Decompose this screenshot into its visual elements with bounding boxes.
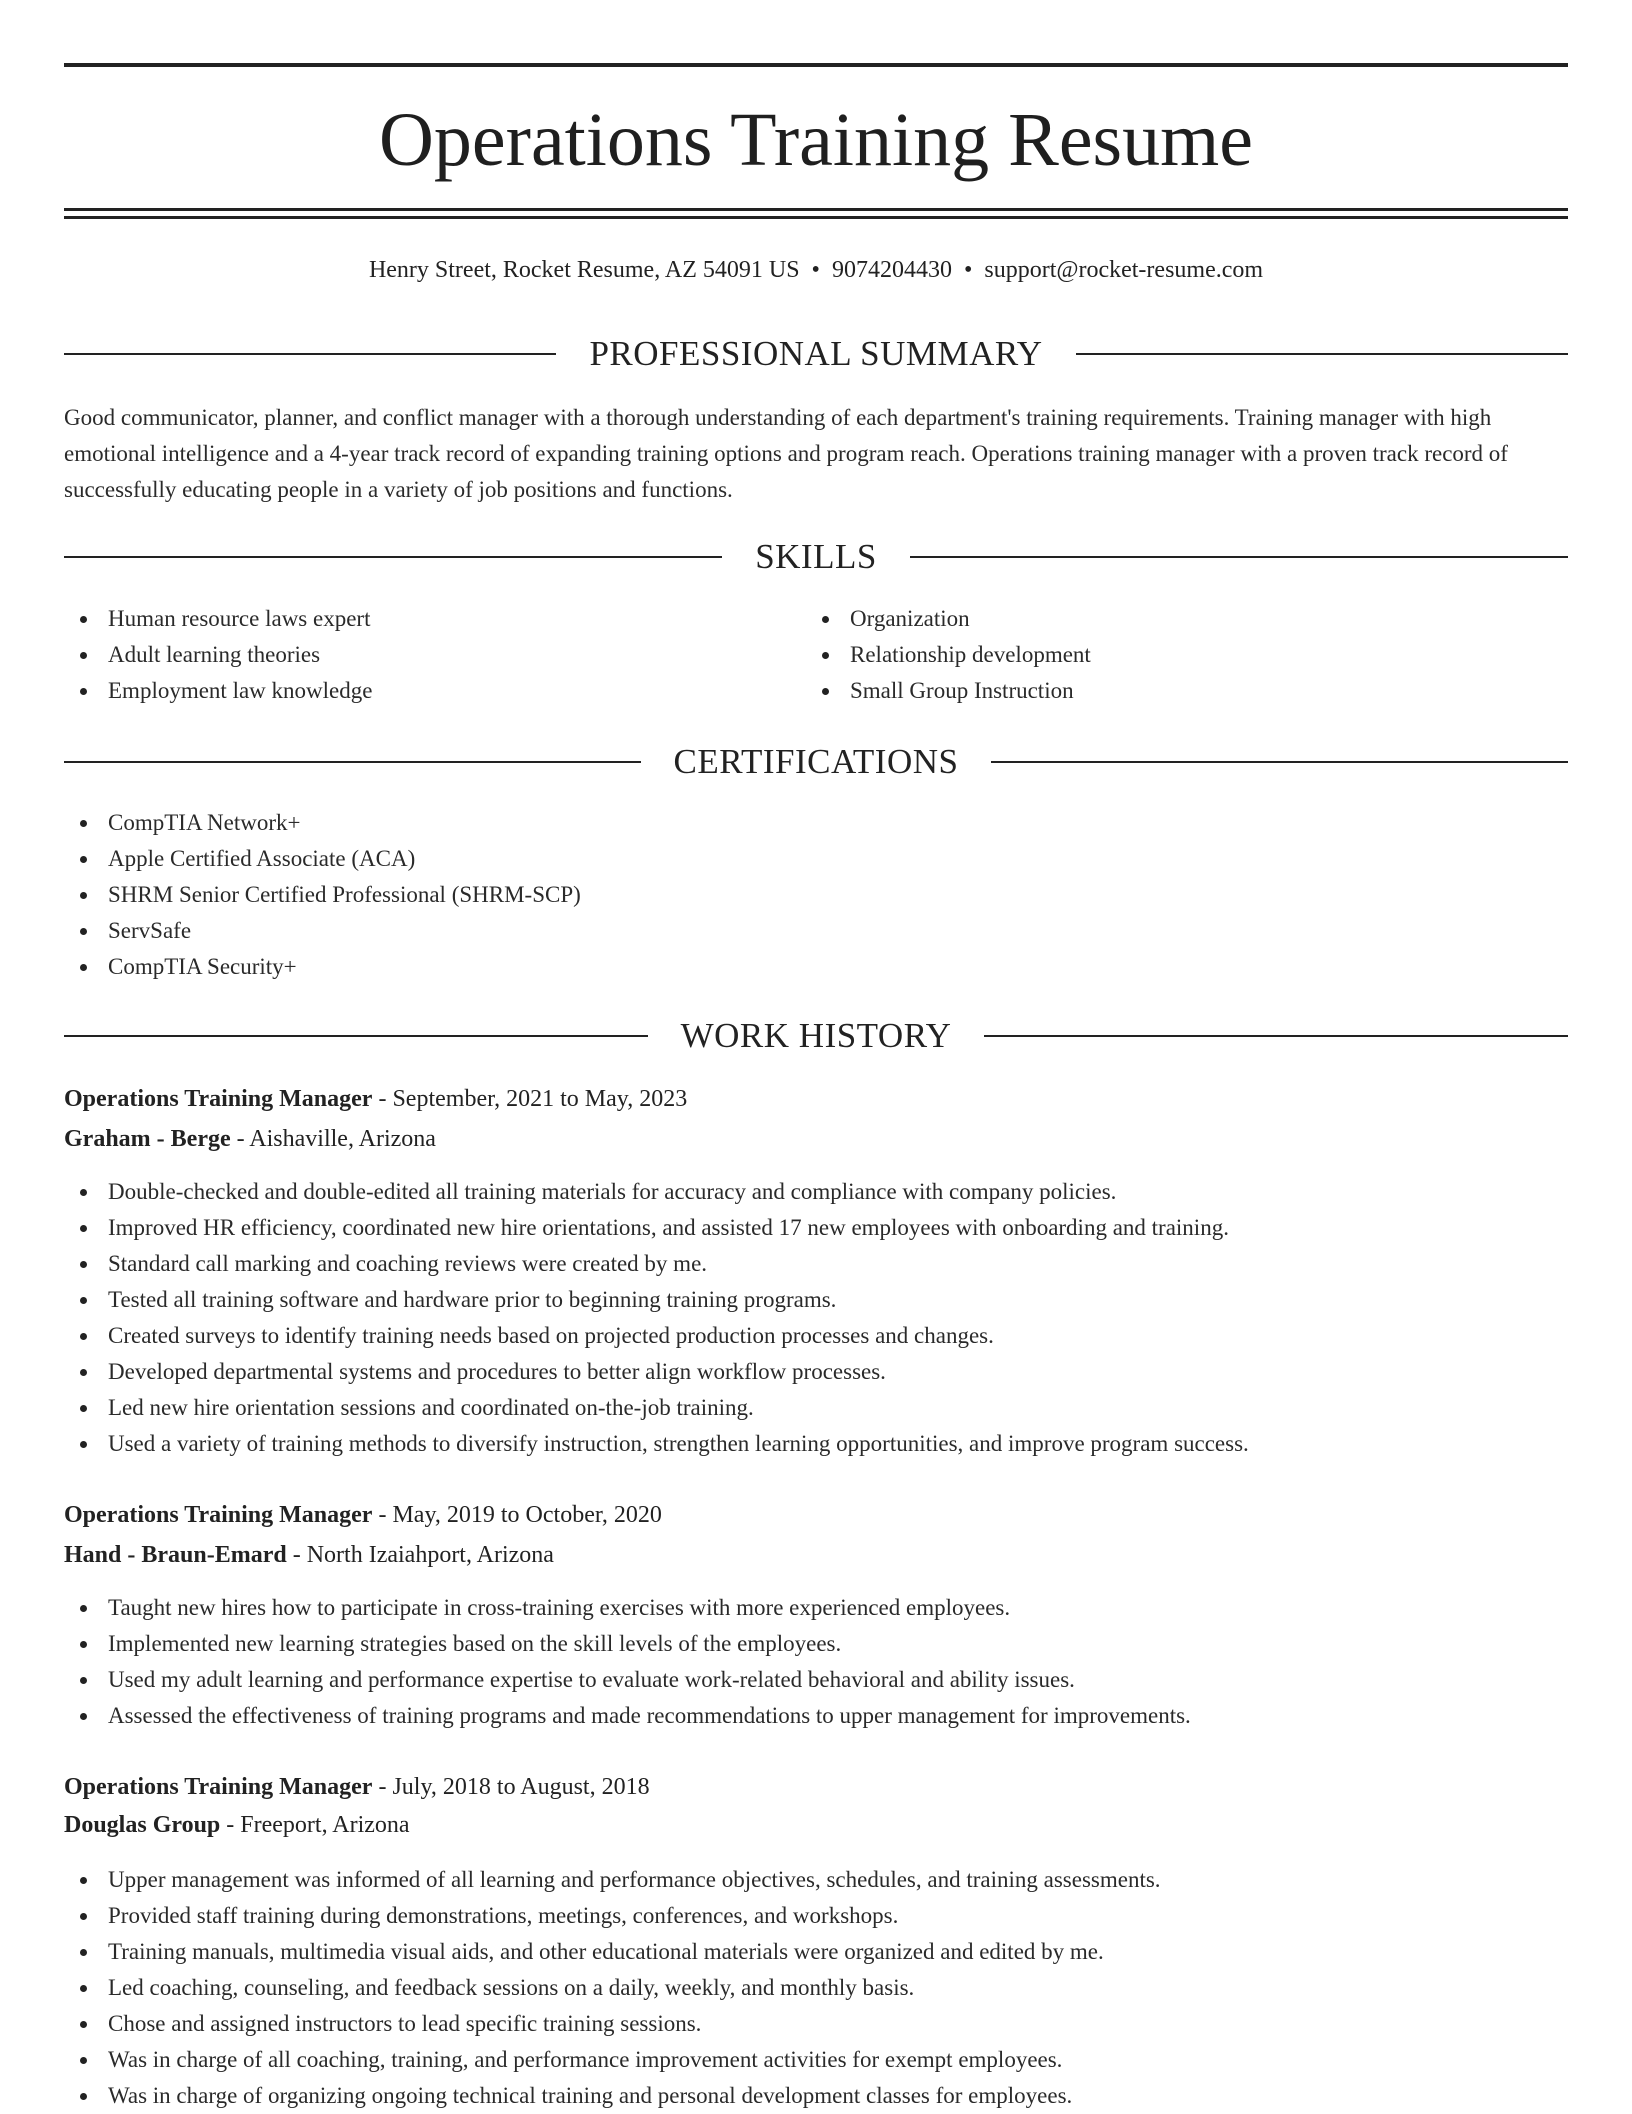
contact-separator: •: [963, 257, 973, 283]
section-title: CERTIFICATIONS: [673, 742, 959, 781]
job-bullet: Double-checked and double-edited all training materials for accuracy and compliance with company policies.: [64, 1174, 1249, 1210]
heading-rule: [1076, 353, 1568, 355]
contact-email: support@rocket-resume.com: [984, 257, 1264, 283]
skill-item: Small Group Instruction: [806, 673, 1091, 709]
job-bullet: Assessed the effectiveness of training programs and made recommendations to upper management for improvements.: [64, 1698, 1191, 1734]
job-location: Freeport, Arizona: [240, 1812, 410, 1838]
heading-rule: [64, 761, 641, 763]
heading-rule: [984, 1035, 1568, 1037]
job-bullet: Created surveys to identify training needs based on projected production processes and changes.: [64, 1318, 1249, 1354]
skills-list-right: [806, 601, 1091, 709]
job-bullet: Implemented new learning strategies based on the skill levels of the employees.: [64, 1626, 1191, 1662]
job-bullets: [64, 1174, 1249, 1462]
job-location: Aishaville, Arizona: [249, 1126, 436, 1152]
job-bullet: Taught new hires how to participate in cross-training exercises with more experienced employees.: [64, 1590, 1191, 1626]
job-company: Hand - Braun-Emard: [64, 1542, 287, 1568]
job-location: North Izaiahport, Arizona: [306, 1542, 554, 1568]
job-title: Operations Training Manager: [64, 1502, 373, 1528]
section-heading-summary: [64, 332, 1568, 376]
dash: -: [372, 1502, 393, 1528]
job-bullets: [64, 1862, 1161, 2114]
heading-rule: [910, 556, 1568, 558]
job-bullets: [64, 1590, 1191, 1734]
heading-rule: [991, 761, 1568, 763]
job-bullet: Provided staff training during demonstrations, meetings, conferences, and workshops.: [64, 1898, 1161, 1934]
job-company-line: [64, 1807, 410, 1843]
job-title: Operations Training Manager: [64, 1086, 373, 1112]
job-bullet: Tested all training software and hardware prior to beginning training programs.: [64, 1282, 1249, 1318]
skill-item: Employment law knowledge: [64, 673, 372, 709]
job-company-line: [64, 1121, 436, 1157]
job-bullet: Used a variety of training methods to diversify instruction, strengthen learning opportunities, and improve program success.: [64, 1426, 1249, 1462]
job-bullet: Developed departmental systems and procedures to better align workflow processes.: [64, 1354, 1249, 1390]
contact-separator: •: [811, 257, 820, 283]
job-dates: July, 2018 to August, 2018: [392, 1774, 650, 1800]
skill-item: Human resource laws expert: [64, 601, 372, 637]
certification-item: Apple Certified Associate (ACA): [64, 841, 581, 877]
summary-text: Good communicator, planner, and conflict manager with a thorough understanding of each department's training requirements. Training manager with high emotional intelligence and a 4-year track record of expanding training options and program reach. Operations training manager with a proven track record of successfully educating people in a variety of job positions and functions.: [64, 405, 1508, 502]
job-bullet: Upper management was informed of all learning and performance objectives, schedules, and training assessments.: [64, 1862, 1161, 1898]
skill-item: Organization: [806, 601, 1091, 637]
certifications-list: [64, 805, 581, 985]
job-dates: September, 2021 to May, 2023: [392, 1086, 688, 1112]
job-company-line: [64, 1537, 554, 1573]
section-title: WORK HISTORY: [680, 1016, 952, 1055]
job-title-line: [64, 1769, 650, 1805]
dash: -: [220, 1812, 241, 1838]
section-title: SKILLS: [755, 537, 877, 576]
section-heading-work-history: [64, 1014, 1568, 1058]
heading-rule: [64, 1035, 648, 1037]
job-title-line: [64, 1497, 662, 1533]
dash: -: [230, 1126, 250, 1152]
certification-item: CompTIA Security+: [64, 949, 581, 985]
dash: -: [372, 1774, 393, 1800]
heading-rule: [64, 353, 556, 355]
certification-item: CompTIA Network+: [64, 805, 581, 841]
section-heading-skills: [64, 535, 1568, 579]
job-bullet: Was in charge of organizing ongoing technical training and personal development classes for employees.: [64, 2078, 1161, 2114]
job-bullet: Led new hire orientation sessions and coordinated on-the-job training.: [64, 1390, 1249, 1426]
job-bullet: Was in charge of all coaching, training, and performance improvement activities for exempt employees.: [64, 2042, 1161, 2078]
certification-item: SHRM Senior Certified Professional (SHRM-SCP): [64, 877, 581, 913]
job-dates: May, 2019 to October, 2020: [392, 1502, 662, 1528]
heading-rule: [64, 556, 722, 558]
job-title: Operations Training Manager: [64, 1774, 373, 1800]
job-bullet: Standard call marking and coaching reviews were created by me.: [64, 1246, 1249, 1282]
section-heading-certifications: [64, 740, 1568, 784]
skill-item: Relationship development: [806, 637, 1091, 673]
job-bullet: Chose and assigned instructors to lead specific training sessions.: [64, 2006, 1161, 2042]
contact-address: Henry Street, Rocket Resume, AZ 54091 US: [368, 257, 800, 283]
top-rule: [64, 63, 1568, 67]
job-bullet: Training manuals, multimedia visual aids, and other educational materials were organized and edited by me.: [64, 1934, 1161, 1970]
job-bullet: Improved HR efficiency, coordinated new hire orientations, and assisted 17 new employees with onboarding and training.: [64, 1210, 1249, 1246]
dash: -: [286, 1542, 307, 1568]
contact-line: [64, 252, 1568, 288]
title-rule-lower: [64, 216, 1568, 219]
section-title: PROFESSIONAL SUMMARY: [589, 334, 1043, 373]
job-title-line: [64, 1081, 687, 1117]
contact-phone: 9074204430: [831, 257, 952, 283]
certification-item: ServSafe: [64, 913, 581, 949]
resume-title: Operations Training Resume: [379, 98, 1253, 182]
job-company: Douglas Group: [64, 1812, 221, 1838]
dash: -: [372, 1086, 393, 1112]
job-bullet: Used my adult learning and performance expertise to evaluate work-related behavioral and ability issues.: [64, 1662, 1191, 1698]
skill-item: Adult learning theories: [64, 637, 372, 673]
title-rule-upper: [64, 208, 1568, 211]
job-bullet: Led coaching, counseling, and feedback sessions on a daily, weekly, and monthly basis.: [64, 1970, 1161, 2006]
job-company: Graham - Berge: [64, 1126, 231, 1152]
skills-list-left: [64, 601, 372, 709]
